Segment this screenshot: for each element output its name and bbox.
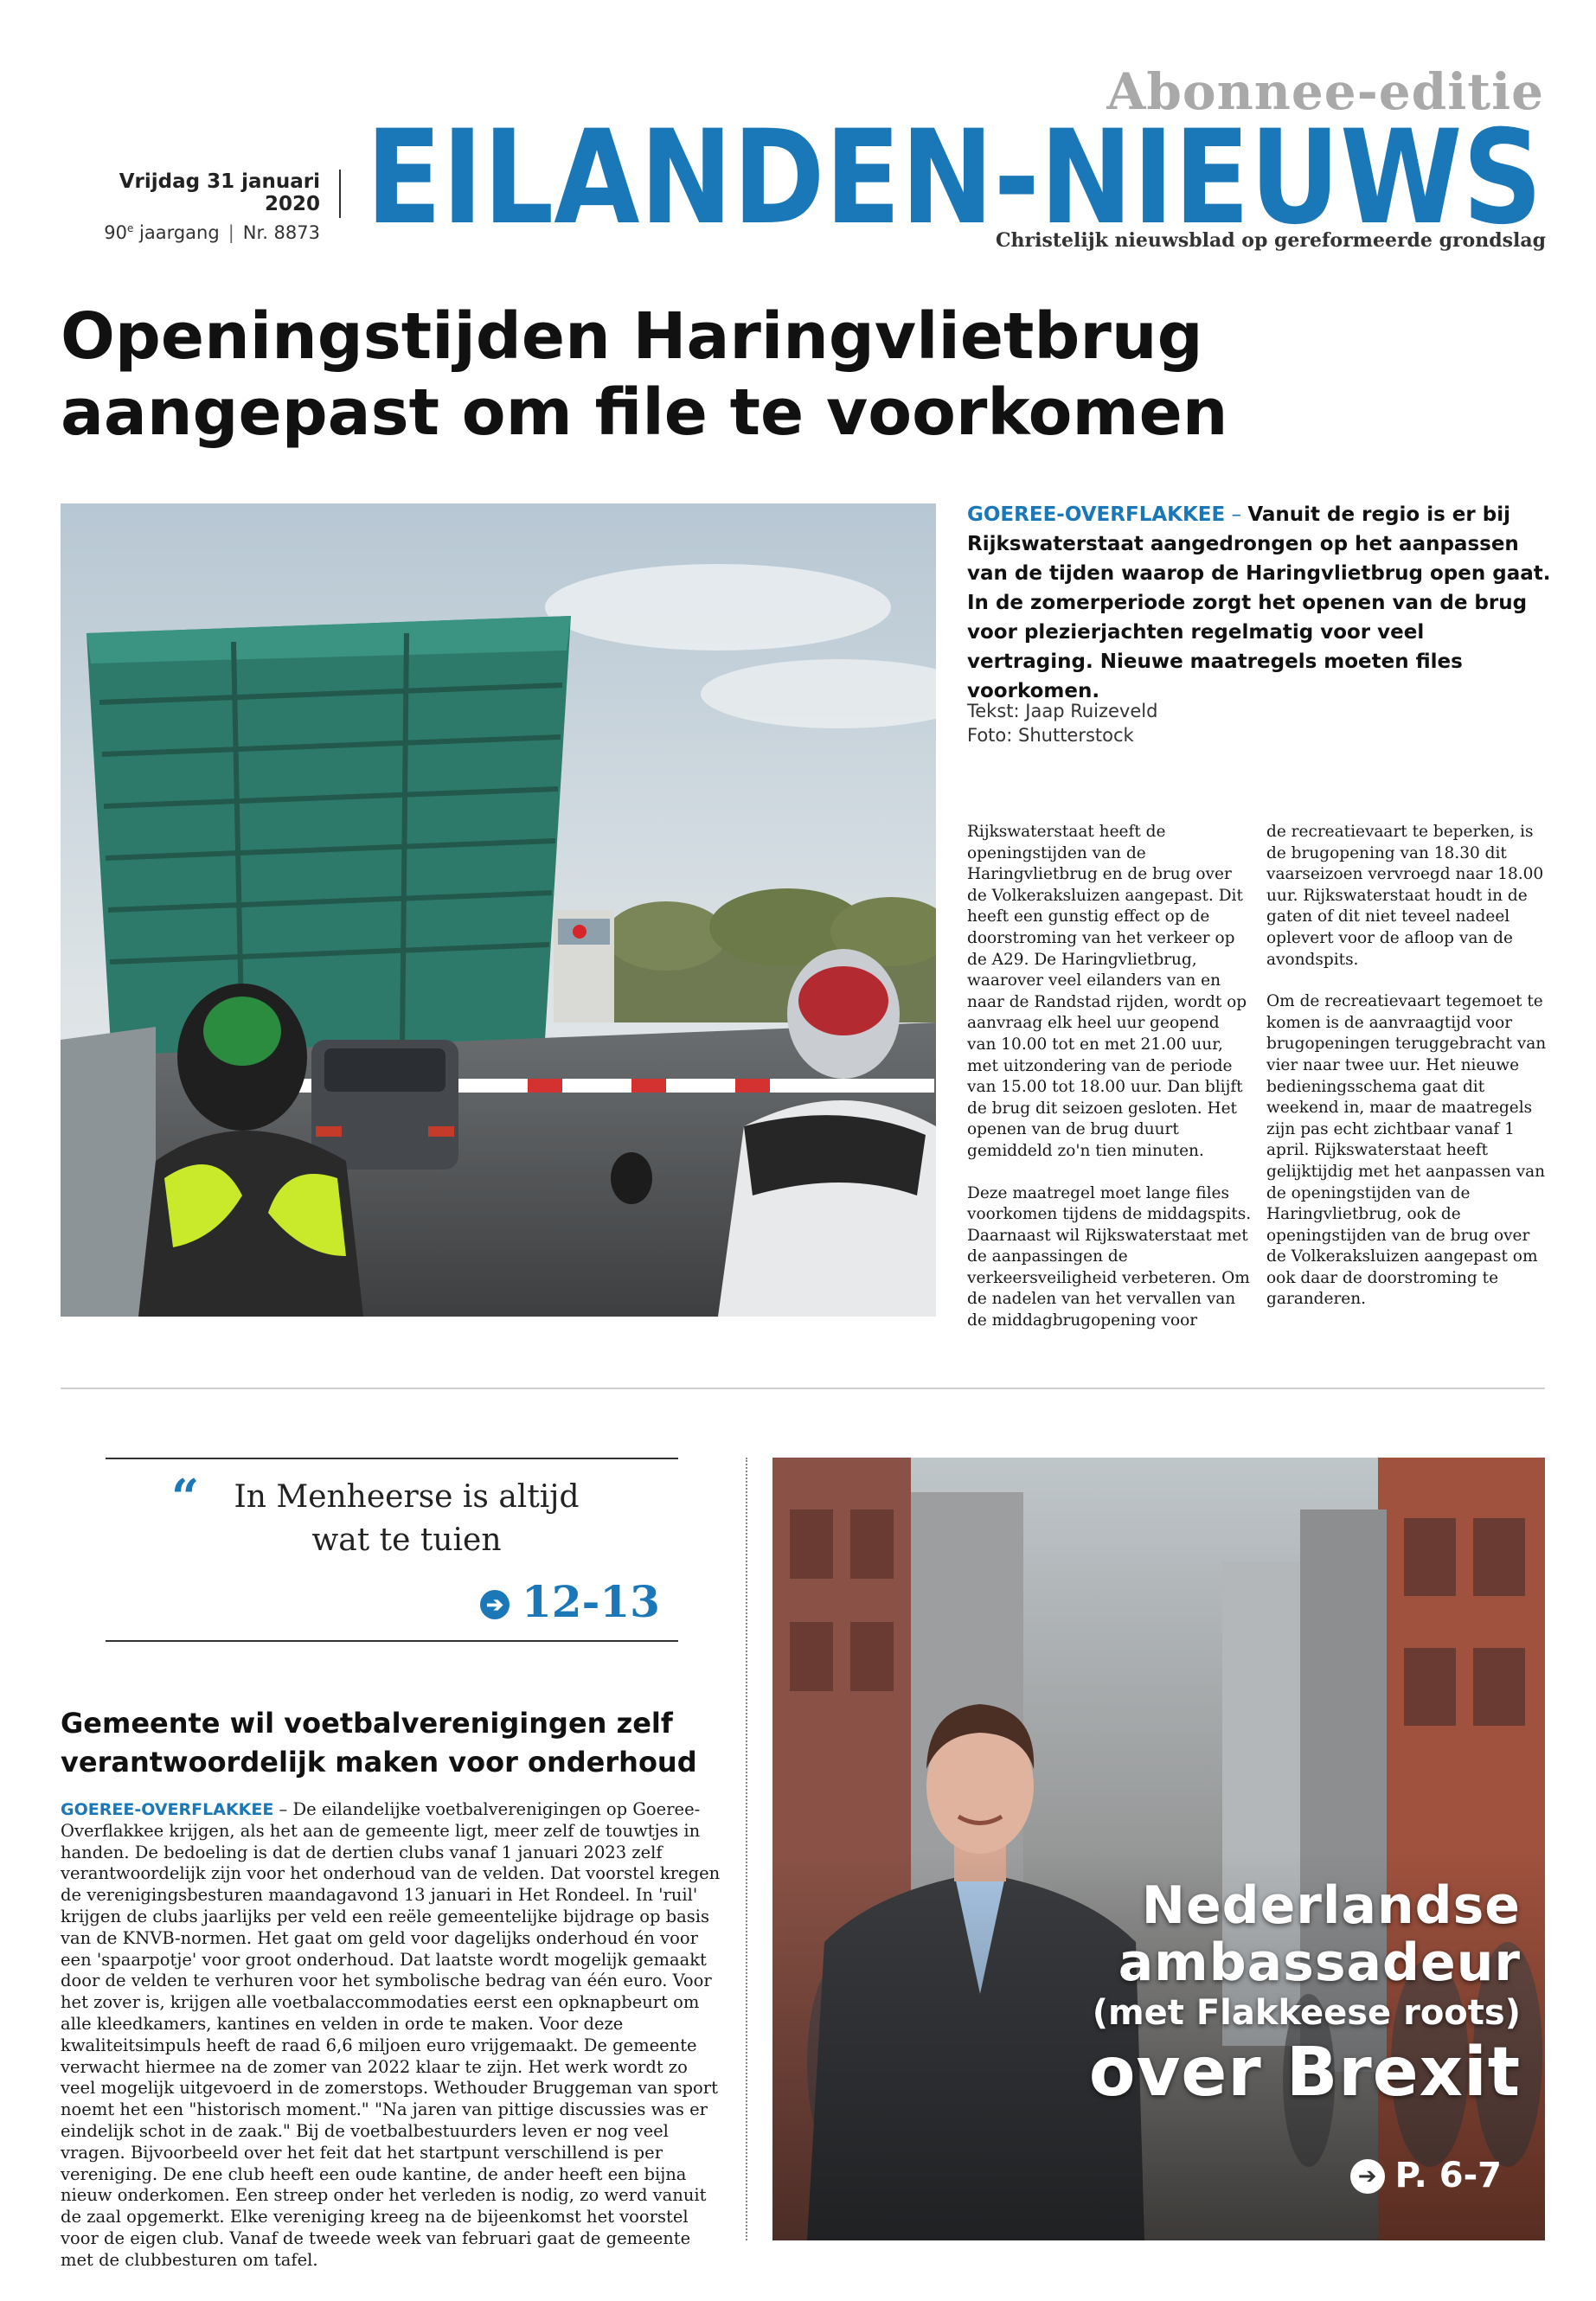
bridge-photo[interactable] (61, 503, 936, 1317)
section-divider (61, 1388, 1545, 1389)
promo-title-line1: Nederlandse (1141, 1875, 1521, 1936)
arrow-right-icon: ➔ (1350, 2159, 1385, 2194)
credit-text: Tekst: Jaap Ruizeveld (967, 701, 1158, 721)
arrow-right-icon: ➔ (480, 1590, 510, 1619)
headline-line1: Openingstijden Haringvlietbrug (61, 299, 1203, 374)
quote-rule-bottom (106, 1640, 678, 1642)
logo-text: EILANDEN-NIEUWS (366, 117, 1542, 229)
issue-number: Nr. 8873 (242, 222, 320, 243)
lead-paragraph: GOEREE-OVERFLAKKEE – Vanuit de regio is er bij Rijkswaterstaat aangedrongen op het aanpassen van de tijden waarop de Haringvlietbrug open gaat. In de zomerperiode zorgt het openen van de brug voor plezierjachten regelmatig voor veel vertraging. Nieuwe maatregels moeten files voorkomen. (967, 503, 1551, 702)
article-paragraph: Rijkswaterstaat heeft de openingstijden van de Haringvlietbrug en de brug over de Volkeraksluizen aangepast. Dit heeft een gunstig effect op de doorstroming van het verkeer op de A29. De Haringvlietbrug, waarover veel eilanders van en naar de Randstad rijden, wordt op aanvraag elk heel uur geopend van 10.00 tot en met 21.00 uur, met uitzondering van de periode van 15.00 tot 18.00 uur. Dan blijft de brug dit seizoen gesloten. Het openen van de brug duurt gemiddeld zo'n tien minuten. (967, 823, 1247, 1160)
lead-text: Vanuit de regio is er bij Rijkswaterstaat aangedrongen op het aanpassen van de tijden waarop de Haringvlietbrug open gaat. In de zomerperiode zorgt het openen van de brug voor plezierjachten regelmatig voor veel vertraging. Nieuwe maatregels moeten files voorkomen. (967, 503, 1551, 702)
issue-date: Vrijdag 31 januari 2020 (119, 170, 320, 215)
article-paragraph: Om de recreatievaart tegemoet te komen is de aanvraagtijd voor brugopeningen teruggebracht van vier naar twee uur. Het nieuwe bedieningsschema gaat dit weekend in, maar de maatregels zijn pas echt zichtbaar vanaf 1 april. Rijkswaterstaat heeft gelijktijdig met het aanpassen van de openingstijden van de Haringvlietbrug, ook de openingstijden van de brug over de Volkeraksluizen aangepast om ook daar de doorstroming te garanderen. (1266, 992, 1547, 1309)
promo-title-line4: over Brexit (1088, 2034, 1521, 2112)
second-text: De eilandelijke voetbalverenigingen op Goeree-Overflakkee krijgen, als het aan de gemeente ligt, meer zelf de touwtjes in handen. De bedoeling is dat de dertien clubs vanaf 1 januari 2023 zelf verantwoordelijk zijn voor het onderhoud van de velden. Dat voorstel kregen de verenigingsbesturen maandagavond 13 januari in Het Rondeel. In 'ruil' krijgen de clubs jaarlijks per veld een reële gemeentelijke bijdrage op basis van de KNVB-normen. Het gaat om geld voor dagelijks onderhoud én voor een 'spaarpotje' voor groot onderhoud. Dat laatste wordt mogelijk gemaakt door de velden te verhuren voor het symbolische bedrag van één euro. Voor het zover is, krijgen alle voetbalaccommodaties eerst een opknapbeurt om alle kleedkamers, kantines en velden in orde te maken. Voor deze kwaliteitsimpuls heeft de raad 6,6 miljoen euro vrijgemaakt. De gemeente verwacht hiermee na de zomer van 2022 klaar te zijn. Het werk wordt zo veel mogelijk uitgevoerd in de zomerstops. Wethouder Bruggeman van sport noemt het een "historisch moment." "Na jaren van pittige discussies was er eindelijk schot in de zaak." Bij de voetbalbestuurders leven er nog veel vragen. Bijvoorbeeld over het feit dat het startpunt verschillend is per vereniging. De ene club heeft een oude kantine, de ander heeft een bijna nieuw onderkomen. Een streep onder het verleden is nodig, zo werd vanuit de zaal opgemerkt. Elke vereniging kreeg na de bijeenkomst het voorstel voor de eigen club. Vanaf de tweede week van februari gaat de gemeente met de clubbesturen om tafel. (61, 1799, 721, 2270)
article-paragraph: de recreatievaart te beperken, is de brugopening van 18.30 dit vaarseizoen vervroegd naar 18.00 uur. Rijkswaterstaat houdt in de gaten of dit niet teveel nadeel oplevert voor de afloop van de avondspits. (1266, 823, 1544, 969)
article-paragraph: Deze maatregel moet lange files voorkomen tijdens de middagspits. Daarnaast wil Rijkswaterstaat met de aanpassingen de verkeersveiligheid verbeteren. Om de nadelen van het vervallen van de middagbrugopening voor (967, 1183, 1252, 1330)
masthead-tagline: Christelijk nieuwsblad op gereformeerde grondslag (995, 229, 1546, 252)
edition-label: Abonnee-editie (1106, 62, 1544, 121)
second-article-body: GOEREE-OVERFLAKKEE – De eilandelijke voetbalverenigingen op Goeree-Overflakkee krijgen, als het aan de gemeente ligt, meer zelf de touwtjes in handen. De bedoeling is dat de dertien clubs vanaf 1 januari 2023 zelf verantwoordelijk zijn voor het onderhoud van de velden. Dat voorstel kregen de verenigingsbesturen maandagavond 13 januari in Het Rondeel. In 'ruil' krijgen de clubs jaarlijks per veld een reële gemeentelijke bijdrage op basis van de KNVB-normen. Het gaat om geld voor dagelijks onderhoud én voor een 'spaarpotje' voor groot onderhoud. Dat laatste wordt mogelijk gemaakt door de velden te verhuren voor het symbolische bedrag van één euro. Voor het zover is, krijgen alle voetbalaccommodaties eerst een opknapbeurt om alle kleedkamers, kantines en velden in orde te maken. Voor deze kwaliteitsimpuls heeft de raad 6,6 miljoen euro vrijgemaakt. De gemeente verwacht hiermee na de zomer van 2022 klaar te zijn. Het werk wordt zo veel mogelijk uitgevoerd in de zomerstops. Wethouder Bruggeman van sport noemt het een "historisch moment." "Na jaren van pittige discussies was er eindelijk schot in de zaak." Bij de voetbalbestuurders leven er nog veel vragen. Bijvoorbeeld over het feit dat het startpunt verschillend is per vereniging. De ene club heeft een oude kantine, de ander heeft een bijna nieuw onderkomen. Een streep onder het verleden is nodig, zo werd vanuit de zaal opgemerkt. Elke vereniging kreeg na de bijeenkomst het voorstel voor de eigen club. Vanaf de tweede week van februari gaat de gemeente met de clubbesturen om tafel. (61, 1799, 721, 2270)
pull-quote[interactable]: In Menheerse is altijd wat te tuien (234, 1479, 580, 1558)
promo-title (1089, 1877, 1521, 2111)
headline-line2: aangepast om file te voorkomen (61, 375, 1228, 450)
main-headline[interactable] (61, 298, 1272, 451)
masthead-logo (362, 117, 1547, 229)
article-credits (967, 699, 1538, 747)
quote-page-ref[interactable]: ➔ 12-13 (480, 1576, 660, 1627)
column-divider (746, 1458, 747, 2240)
promo-title-line2: ambassadeur (1118, 1932, 1521, 1993)
lead-kicker: GOEREE-OVERFLAKKEE (967, 503, 1226, 526)
masthead-divider (339, 170, 341, 218)
credit-photo: Foto: Shutterstock (967, 725, 1134, 746)
second-headline[interactable]: Gemeente wil voetbalverenigingen zelf verantwoordelijk maken voor onderhoud (61, 1707, 697, 1779)
issue-volume: 90e jaargang | Nr. 8873 (104, 222, 320, 243)
article-column-1 (967, 822, 1253, 1353)
second-kicker: GOEREE-OVERFLAKKEE (61, 1800, 274, 1819)
ambassador-promo[interactable] (772, 1458, 1545, 2240)
issue-info (61, 170, 320, 243)
quote-mark-icon: “ (171, 1469, 200, 1526)
article-column-2 (1266, 822, 1552, 1331)
quote-rule-top (106, 1458, 678, 1459)
promo-page-ref[interactable]: ➔ P. 6-7 (1350, 2156, 1502, 2195)
promo-title-line3: (met Flakkeese roots) (1092, 1993, 1521, 2033)
